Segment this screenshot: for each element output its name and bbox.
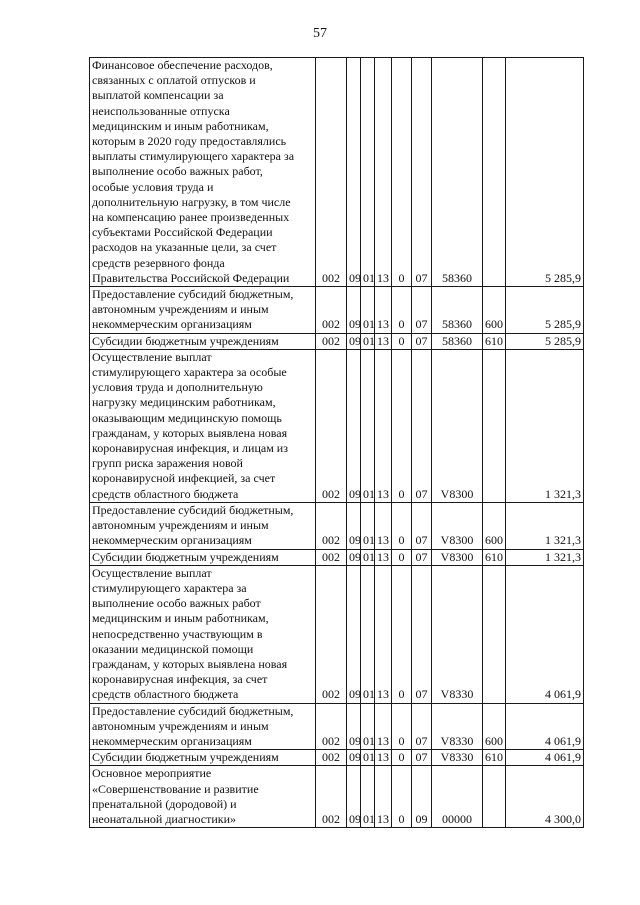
description-line: оказывающим медицинскую помощь xyxy=(92,410,282,425)
description-line: Осуществление выплат xyxy=(92,349,212,364)
ministry-code-cell: 002 xyxy=(316,565,347,703)
direction-code-cell: V8330 xyxy=(432,703,483,750)
description-line: выполнение особо важных работ xyxy=(92,596,261,611)
description-line: автономным учреждениям и иным xyxy=(92,302,269,317)
row-description xyxy=(90,58,316,287)
description-line: автономным учреждениям и иным xyxy=(92,518,269,533)
subsection-code-cell: 01 xyxy=(361,766,375,828)
row-description xyxy=(90,565,316,703)
event-code-cell: 07 xyxy=(412,565,432,703)
event-code-cell: 07 xyxy=(412,58,432,287)
subprogram-code-cell: 0 xyxy=(392,58,412,287)
direction-code-cell: 58360 xyxy=(432,58,483,287)
program-code-cell: 13 xyxy=(375,549,392,565)
direction-code-cell: 58360 xyxy=(432,287,483,334)
description-line: медицинским и иным работникам, xyxy=(92,611,269,626)
subsection-code-cell: 01 xyxy=(361,287,375,334)
subprogram-code-cell: 0 xyxy=(392,502,412,549)
table-row xyxy=(90,549,584,565)
ministry-code-cell: 002 xyxy=(316,287,347,334)
direction-code-cell: V8300 xyxy=(432,349,483,502)
row-description xyxy=(90,549,316,565)
amount-cell: 1 321,3 xyxy=(506,549,584,565)
description-line: пренатальной (дородовой) и xyxy=(92,796,237,811)
section-code-cell: 09 xyxy=(347,750,361,766)
subsection-code-cell: 01 xyxy=(361,58,375,287)
budget-table xyxy=(89,57,584,828)
subsection-code-cell: 01 xyxy=(361,750,375,766)
description-line: выплаты стимулирующего характера за xyxy=(92,149,295,164)
amount-cell: 5 285,9 xyxy=(506,287,584,334)
program-code-cell: 13 xyxy=(375,565,392,703)
table-row xyxy=(90,703,584,750)
description-line: стимулирующего характера за особые xyxy=(92,365,287,380)
subprogram-code-cell: 0 xyxy=(392,750,412,766)
direction-code-cell: 58360 xyxy=(432,333,483,349)
subsection-code-cell: 01 xyxy=(361,703,375,750)
amount-cell: 1 321,3 xyxy=(506,502,584,549)
description-line: дополнительную нагрузку, в том числе xyxy=(92,194,291,209)
description-line: которым в 2020 году предоставлялись xyxy=(92,134,287,149)
event-code-cell: 07 xyxy=(412,287,432,334)
description-line: стимулирующего характера за xyxy=(92,580,247,595)
subprogram-code-cell: 0 xyxy=(392,287,412,334)
amount-cell: 1 321,3 xyxy=(506,349,584,502)
description-line: коронавирусной инфекцией, за счет xyxy=(92,471,276,486)
ministry-code-cell: 002 xyxy=(316,502,347,549)
description-line: Финансовое обеспечение расходов, xyxy=(92,58,273,72)
description-line: средств областного бюджета xyxy=(92,486,239,501)
description-line: Осуществление выплат xyxy=(92,565,212,580)
description-line: автономным учреждениям и иным xyxy=(92,718,269,733)
description-line: особые условия труда и xyxy=(92,179,214,194)
description-line: расходов на указанные цели, за счет xyxy=(92,240,277,255)
page-number: 57 xyxy=(313,26,327,41)
amount-cell: 4 061,9 xyxy=(506,750,584,766)
ministry-code-cell: 002 xyxy=(316,349,347,502)
expense-type-cell xyxy=(483,349,506,502)
description-line: Предоставление субсидий бюджетным, xyxy=(92,287,294,302)
description-line: непосредственно участвующим в xyxy=(92,626,263,641)
description-line: Основное мероприятие xyxy=(92,766,212,781)
section-code-cell: 09 xyxy=(347,287,361,334)
expense-type-cell: 610 xyxy=(483,333,506,349)
table-row xyxy=(90,349,584,502)
ministry-code-cell: 002 xyxy=(316,750,347,766)
ministry-code-cell: 002 xyxy=(316,549,347,565)
event-code-cell: 07 xyxy=(412,502,432,549)
section-code-cell: 09 xyxy=(347,565,361,703)
amount-cell: 4 061,9 xyxy=(506,703,584,750)
description-line: групп риска заражения новой xyxy=(92,456,243,471)
description-line: средств областного бюджета xyxy=(92,687,239,702)
description-line: гражданам, у которых выявлена новая xyxy=(92,425,288,440)
description-line: коронавирусная инфекция, и лицам из xyxy=(92,441,288,456)
ministry-code-cell: 002 xyxy=(316,58,347,287)
section-code-cell: 09 xyxy=(347,502,361,549)
description-line: на компенсацию ранее произведенных xyxy=(92,210,290,225)
description-line: Субсидии бюджетным учреждениям xyxy=(92,750,279,765)
ministry-code-cell: 002 xyxy=(316,703,347,750)
description-line: медицинским и иным работникам, xyxy=(92,118,269,133)
subprogram-code-cell: 0 xyxy=(392,349,412,502)
expense-type-cell xyxy=(483,58,506,287)
event-code-cell: 07 xyxy=(412,703,432,750)
section-code-cell: 09 xyxy=(347,549,361,565)
subprogram-code-cell: 0 xyxy=(392,333,412,349)
table-row xyxy=(90,58,584,287)
row-description xyxy=(90,766,316,828)
description-line: условия труда и дополнительную xyxy=(92,380,263,395)
program-code-cell: 13 xyxy=(375,58,392,287)
section-code-cell: 09 xyxy=(347,58,361,287)
direction-code-cell: V8330 xyxy=(432,750,483,766)
expense-type-cell: 600 xyxy=(483,287,506,334)
direction-code-cell: V8330 xyxy=(432,565,483,703)
table-row xyxy=(90,750,584,766)
amount-cell: 4 300,0 xyxy=(506,766,584,828)
event-code-cell: 07 xyxy=(412,333,432,349)
subsection-code-cell: 01 xyxy=(361,502,375,549)
program-code-cell: 13 xyxy=(375,750,392,766)
expense-type-cell: 600 xyxy=(483,703,506,750)
description-line: гражданам, у которых выявлена новая xyxy=(92,656,288,671)
description-line: оказании медицинской помощи xyxy=(92,641,254,656)
event-code-cell: 07 xyxy=(412,750,432,766)
description-line: некоммерческим организациям xyxy=(92,533,252,548)
subsection-code-cell: 01 xyxy=(361,349,375,502)
table-row xyxy=(90,287,584,334)
row-description xyxy=(90,333,316,349)
row-description xyxy=(90,349,316,502)
table-row xyxy=(90,502,584,549)
expense-type-cell: 600 xyxy=(483,502,506,549)
description-line: «Совершенствование и развитие xyxy=(92,781,259,796)
subprogram-code-cell: 0 xyxy=(392,703,412,750)
subprogram-code-cell: 0 xyxy=(392,565,412,703)
description-line: выплатой компенсации за xyxy=(92,88,224,103)
description-line: выполнение особо важных работ, xyxy=(92,164,263,179)
description-line: некоммерческим организациям xyxy=(92,317,252,332)
description-line: Субсидии бюджетным учреждениям xyxy=(92,333,279,348)
program-code-cell: 13 xyxy=(375,349,392,502)
description-line: субъектами Российской Федерации xyxy=(92,225,273,240)
program-code-cell: 13 xyxy=(375,333,392,349)
description-line: Предоставление субсидий бюджетным, xyxy=(92,502,294,517)
section-code-cell: 09 xyxy=(347,349,361,502)
direction-code-cell: 00000 xyxy=(432,766,483,828)
subprogram-code-cell: 0 xyxy=(392,766,412,828)
direction-code-cell: V8300 xyxy=(432,549,483,565)
event-code-cell: 07 xyxy=(412,349,432,502)
description-line: Субсидии бюджетным учреждениям xyxy=(92,549,279,564)
description-line: нагрузку медицинским работникам, xyxy=(92,395,276,410)
expense-type-cell xyxy=(483,766,506,828)
description-line: средств резервного фонда xyxy=(92,255,225,270)
subsection-code-cell: 01 xyxy=(361,549,375,565)
table-row xyxy=(90,565,584,703)
section-code-cell: 09 xyxy=(347,333,361,349)
ministry-code-cell: 002 xyxy=(316,333,347,349)
table-row xyxy=(90,766,584,828)
program-code-cell: 13 xyxy=(375,502,392,549)
description-line: некоммерческим организациям xyxy=(92,733,252,748)
description-line: коронавирусная инфекция, за счет xyxy=(92,672,268,687)
program-code-cell: 13 xyxy=(375,766,392,828)
amount-cell: 4 061,9 xyxy=(506,565,584,703)
program-code-cell: 13 xyxy=(375,287,392,334)
section-code-cell: 09 xyxy=(347,703,361,750)
row-description xyxy=(90,287,316,334)
table-body xyxy=(90,58,584,828)
event-code-cell: 07 xyxy=(412,549,432,565)
row-description xyxy=(90,703,316,750)
subsection-code-cell: 01 xyxy=(361,333,375,349)
expense-type-cell: 610 xyxy=(483,750,506,766)
expense-type-cell: 610 xyxy=(483,549,506,565)
expense-type-cell xyxy=(483,565,506,703)
ministry-code-cell: 002 xyxy=(316,766,347,828)
table-row xyxy=(90,333,584,349)
description-line: связанных с оплатой отпусков и xyxy=(92,73,256,88)
description-line: Правительства Российской Федерации xyxy=(92,270,290,285)
description-line: неиспользованные отпуска xyxy=(92,103,230,118)
direction-code-cell: V8300 xyxy=(432,502,483,549)
description-line: неонатальной диагностики» xyxy=(92,811,237,826)
row-description xyxy=(90,750,316,766)
description-line: Предоставление субсидий бюджетным, xyxy=(92,703,294,718)
amount-cell: 5 285,9 xyxy=(506,333,584,349)
subsection-code-cell: 01 xyxy=(361,565,375,703)
subprogram-code-cell: 0 xyxy=(392,549,412,565)
amount-cell: 5 285,9 xyxy=(506,58,584,287)
program-code-cell: 13 xyxy=(375,703,392,750)
section-code-cell: 09 xyxy=(347,766,361,828)
event-code-cell: 09 xyxy=(412,766,432,828)
row-description xyxy=(90,502,316,549)
